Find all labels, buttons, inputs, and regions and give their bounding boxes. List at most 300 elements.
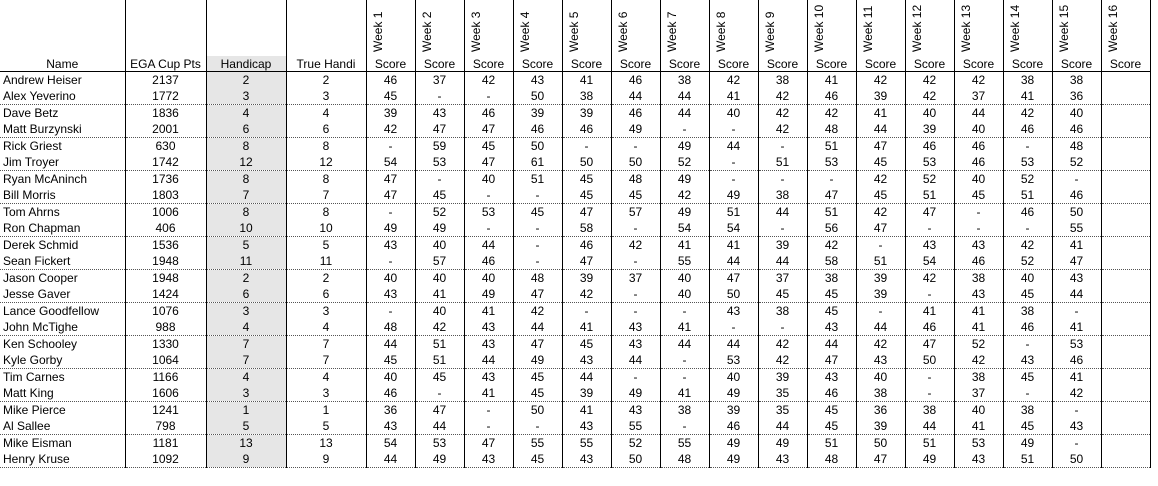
- true-handi-cell[interactable]: 8: [286, 171, 366, 188]
- score-cell[interactable]: 41: [807, 72, 856, 89]
- ega-cup-pts-cell[interactable]: 1241: [125, 402, 206, 419]
- score-cell[interactable]: 38: [1003, 402, 1052, 419]
- score-cell[interactable]: 52: [1003, 171, 1052, 188]
- score-cell[interactable]: 51: [1003, 187, 1052, 204]
- score-cell[interactable]: -: [1003, 220, 1052, 237]
- score-cell[interactable]: 44: [954, 105, 1003, 122]
- score-cell[interactable]: 44: [660, 88, 709, 105]
- score-cell[interactable]: -: [709, 319, 758, 336]
- score-cell[interactable]: 42: [905, 88, 954, 105]
- score-cell[interactable]: 45: [807, 303, 856, 320]
- score-cell[interactable]: -: [660, 418, 709, 435]
- ega-cup-pts-cell[interactable]: 1424: [125, 286, 206, 303]
- true-handi-cell[interactable]: 7: [286, 336, 366, 353]
- score-cell[interactable]: -: [807, 171, 856, 188]
- true-handi-cell[interactable]: 7: [286, 187, 366, 204]
- week-header[interactable]: [954, 0, 1003, 56]
- score-cell[interactable]: 51: [709, 204, 758, 221]
- score-cell[interactable]: 37: [954, 385, 1003, 402]
- score-cell[interactable]: -: [415, 385, 464, 402]
- handicap-cell[interactable]: 2: [206, 72, 286, 89]
- score-header[interactable]: Score: [1052, 56, 1101, 72]
- score-cell[interactable]: [1101, 220, 1150, 237]
- ega-cup-pts-cell[interactable]: 1092: [125, 451, 206, 468]
- player-name-cell[interactable]: Sean Fickert: [0, 253, 125, 270]
- score-cell[interactable]: 45: [415, 369, 464, 386]
- score-cell[interactable]: 39: [709, 402, 758, 419]
- score-cell[interactable]: 47: [807, 352, 856, 369]
- score-cell[interactable]: 50: [709, 286, 758, 303]
- player-name-cell[interactable]: Tim Carnes: [0, 369, 125, 386]
- score-cell[interactable]: 59: [415, 138, 464, 155]
- score-cell[interactable]: 38: [1003, 303, 1052, 320]
- score-cell[interactable]: 43: [415, 105, 464, 122]
- score-cell[interactable]: [1101, 88, 1150, 105]
- score-cell[interactable]: 44: [366, 336, 415, 353]
- score-cell[interactable]: 52: [660, 154, 709, 171]
- score-cell[interactable]: 38: [758, 303, 807, 320]
- ega-cup-pts-cell[interactable]: 1606: [125, 385, 206, 402]
- score-cell[interactable]: 54: [366, 154, 415, 171]
- player-name-cell[interactable]: Lance Goodfellow: [0, 303, 125, 320]
- score-cell[interactable]: 38: [1003, 72, 1052, 89]
- score-cell[interactable]: -: [1003, 385, 1052, 402]
- score-cell[interactable]: 52: [954, 336, 1003, 353]
- score-cell[interactable]: 46: [513, 121, 562, 138]
- score-cell[interactable]: 39: [562, 385, 611, 402]
- true-handi-cell[interactable]: 3: [286, 303, 366, 320]
- score-cell[interactable]: 49: [366, 220, 415, 237]
- score-cell[interactable]: 42: [415, 319, 464, 336]
- true-handi-cell[interactable]: 6: [286, 286, 366, 303]
- score-cell[interactable]: 43: [464, 319, 513, 336]
- score-cell[interactable]: 37: [415, 72, 464, 89]
- score-cell[interactable]: 49: [1003, 435, 1052, 452]
- week-header[interactable]: [1101, 0, 1150, 56]
- score-cell[interactable]: 44: [856, 319, 905, 336]
- score-cell[interactable]: 45: [366, 88, 415, 105]
- score-cell[interactable]: 41: [1003, 88, 1052, 105]
- score-cell[interactable]: 44: [856, 121, 905, 138]
- ega-cup-pts-cell[interactable]: 1181: [125, 435, 206, 452]
- score-cell[interactable]: 47: [905, 204, 954, 221]
- score-cell[interactable]: 35: [758, 385, 807, 402]
- score-cell[interactable]: 43: [464, 369, 513, 386]
- score-cell[interactable]: 44: [758, 253, 807, 270]
- score-cell[interactable]: 45: [464, 138, 513, 155]
- score-cell[interactable]: -: [1052, 303, 1101, 320]
- score-cell[interactable]: 42: [758, 336, 807, 353]
- score-cell[interactable]: 48: [807, 121, 856, 138]
- score-cell[interactable]: [1101, 253, 1150, 270]
- score-cell[interactable]: 40: [1003, 270, 1052, 287]
- score-cell[interactable]: 50: [513, 138, 562, 155]
- score-header[interactable]: Score: [415, 56, 464, 72]
- score-cell[interactable]: 42: [562, 286, 611, 303]
- score-cell[interactable]: 45: [1003, 418, 1052, 435]
- week-header[interactable]: [415, 0, 464, 56]
- handicap-cell[interactable]: 6: [206, 286, 286, 303]
- score-cell[interactable]: 42: [1052, 385, 1101, 402]
- score-cell[interactable]: 49: [415, 220, 464, 237]
- true-handi-cell[interactable]: 5: [286, 237, 366, 254]
- handicap-cell[interactable]: 2: [206, 270, 286, 287]
- player-name-cell[interactable]: Ken Schooley: [0, 336, 125, 353]
- score-cell[interactable]: -: [562, 138, 611, 155]
- score-cell[interactable]: 40: [954, 402, 1003, 419]
- handicap-cell[interactable]: 8: [206, 138, 286, 155]
- score-cell[interactable]: 42: [856, 204, 905, 221]
- score-cell[interactable]: 51: [415, 352, 464, 369]
- score-cell[interactable]: 51: [1003, 451, 1052, 468]
- score-cell[interactable]: -: [611, 369, 660, 386]
- score-cell[interactable]: 58: [807, 253, 856, 270]
- score-cell[interactable]: 44: [415, 418, 464, 435]
- score-cell[interactable]: 45: [513, 451, 562, 468]
- handicap-header[interactable]: Handicap: [206, 56, 286, 72]
- score-cell[interactable]: 45: [856, 154, 905, 171]
- ega-cup-pts-cell[interactable]: 1948: [125, 270, 206, 287]
- true-handi-cell[interactable]: 4: [286, 105, 366, 122]
- score-cell[interactable]: -: [1003, 336, 1052, 353]
- true-handi-cell[interactable]: 1: [286, 402, 366, 419]
- player-name-cell[interactable]: Jim Troyer: [0, 154, 125, 171]
- player-name-cell[interactable]: John McTighe: [0, 319, 125, 336]
- score-cell[interactable]: 45: [562, 171, 611, 188]
- score-cell[interactable]: 43: [905, 237, 954, 254]
- score-cell[interactable]: -: [905, 369, 954, 386]
- score-cell[interactable]: 42: [807, 105, 856, 122]
- score-cell[interactable]: 47: [856, 220, 905, 237]
- score-cell[interactable]: [1101, 204, 1150, 221]
- score-cell[interactable]: -: [1052, 435, 1101, 452]
- score-cell[interactable]: 47: [366, 187, 415, 204]
- score-header[interactable]: Score: [856, 56, 905, 72]
- score-cell[interactable]: 39: [758, 369, 807, 386]
- score-cell[interactable]: 45: [415, 187, 464, 204]
- score-cell[interactable]: [1101, 121, 1150, 138]
- score-cell[interactable]: 45: [513, 204, 562, 221]
- score-cell[interactable]: -: [513, 237, 562, 254]
- player-name-cell[interactable]: Jason Cooper: [0, 270, 125, 287]
- score-cell[interactable]: 45: [1003, 286, 1052, 303]
- score-cell[interactable]: 38: [660, 72, 709, 89]
- true-handi-cell[interactable]: 13: [286, 435, 366, 452]
- score-cell[interactable]: 41: [905, 303, 954, 320]
- score-cell[interactable]: 39: [513, 105, 562, 122]
- score-header[interactable]: Score: [807, 56, 856, 72]
- score-cell[interactable]: 47: [856, 138, 905, 155]
- score-cell[interactable]: 55: [1052, 220, 1101, 237]
- score-cell[interactable]: 47: [513, 286, 562, 303]
- score-cell[interactable]: 41: [709, 237, 758, 254]
- score-cell[interactable]: [1101, 319, 1150, 336]
- score-cell[interactable]: 45: [366, 352, 415, 369]
- score-cell[interactable]: -: [611, 220, 660, 237]
- player-name-cell[interactable]: Rick Griest: [0, 138, 125, 155]
- score-cell[interactable]: 40: [905, 105, 954, 122]
- score-cell[interactable]: -: [1003, 138, 1052, 155]
- score-cell[interactable]: [1101, 418, 1150, 435]
- score-cell[interactable]: 41: [1052, 369, 1101, 386]
- score-cell[interactable]: 43: [856, 352, 905, 369]
- score-cell[interactable]: 44: [562, 369, 611, 386]
- handicap-cell[interactable]: 6: [206, 121, 286, 138]
- score-cell[interactable]: 46: [905, 138, 954, 155]
- score-cell[interactable]: 47: [856, 451, 905, 468]
- ega-cup-pts-cell[interactable]: 1742: [125, 154, 206, 171]
- score-cell[interactable]: 42: [758, 352, 807, 369]
- true-handi-cell[interactable]: 2: [286, 270, 366, 287]
- handicap-cell[interactable]: 9: [206, 451, 286, 468]
- score-cell[interactable]: 61: [513, 154, 562, 171]
- score-cell[interactable]: 49: [611, 385, 660, 402]
- score-cell[interactable]: 41: [660, 385, 709, 402]
- score-cell[interactable]: 38: [562, 88, 611, 105]
- score-cell[interactable]: 48: [1052, 138, 1101, 155]
- score-cell[interactable]: 55: [611, 418, 660, 435]
- score-cell[interactable]: 44: [709, 138, 758, 155]
- handicap-cell[interactable]: 8: [206, 171, 286, 188]
- score-cell[interactable]: [1101, 187, 1150, 204]
- score-cell[interactable]: 40: [954, 121, 1003, 138]
- handicap-cell[interactable]: 7: [206, 336, 286, 353]
- score-cell[interactable]: -: [758, 171, 807, 188]
- score-cell[interactable]: 51: [856, 253, 905, 270]
- score-cell[interactable]: 43: [464, 336, 513, 353]
- score-cell[interactable]: 48: [513, 270, 562, 287]
- score-cell[interactable]: 43: [807, 319, 856, 336]
- score-cell[interactable]: -: [611, 138, 660, 155]
- score-header[interactable]: Score: [562, 56, 611, 72]
- score-cell[interactable]: [1101, 385, 1150, 402]
- score-cell[interactable]: 47: [1052, 253, 1101, 270]
- score-cell[interactable]: -: [513, 187, 562, 204]
- score-cell[interactable]: 37: [611, 270, 660, 287]
- score-cell[interactable]: -: [709, 121, 758, 138]
- score-cell[interactable]: 38: [660, 402, 709, 419]
- score-cell[interactable]: 42: [611, 237, 660, 254]
- true-handi-cell[interactable]: 12: [286, 154, 366, 171]
- score-cell[interactable]: 42: [856, 336, 905, 353]
- score-cell[interactable]: [1101, 237, 1150, 254]
- score-cell[interactable]: 40: [415, 237, 464, 254]
- week-header[interactable]: [758, 0, 807, 56]
- score-cell[interactable]: 53: [415, 154, 464, 171]
- player-name-cell[interactable]: Tom Ahrns: [0, 204, 125, 221]
- player-name-cell[interactable]: Kyle Gorby: [0, 352, 125, 369]
- score-cell[interactable]: 43: [1052, 418, 1101, 435]
- score-cell[interactable]: 38: [954, 270, 1003, 287]
- score-cell[interactable]: 40: [660, 270, 709, 287]
- score-cell[interactable]: -: [660, 303, 709, 320]
- player-name-cell[interactable]: Ryan McAninch: [0, 171, 125, 188]
- score-cell[interactable]: -: [464, 402, 513, 419]
- score-cell[interactable]: 49: [709, 435, 758, 452]
- score-cell[interactable]: 43: [709, 303, 758, 320]
- score-cell[interactable]: 39: [856, 88, 905, 105]
- score-cell[interactable]: 41: [709, 88, 758, 105]
- score-cell[interactable]: 55: [513, 435, 562, 452]
- score-cell[interactable]: 43: [954, 286, 1003, 303]
- score-cell[interactable]: 41: [856, 105, 905, 122]
- score-cell[interactable]: -: [513, 220, 562, 237]
- score-cell[interactable]: 50: [1052, 451, 1101, 468]
- score-cell[interactable]: [1101, 369, 1150, 386]
- score-cell[interactable]: 43: [611, 402, 660, 419]
- score-cell[interactable]: 43: [562, 352, 611, 369]
- score-cell[interactable]: 46: [464, 105, 513, 122]
- score-cell[interactable]: 42: [807, 237, 856, 254]
- score-cell[interactable]: -: [513, 418, 562, 435]
- ega-cup-pts-cell[interactable]: 1330: [125, 336, 206, 353]
- week-header[interactable]: [513, 0, 562, 56]
- score-cell[interactable]: -: [464, 220, 513, 237]
- handicap-cell[interactable]: 1: [206, 402, 286, 419]
- score-cell[interactable]: 43: [954, 451, 1003, 468]
- score-cell[interactable]: 41: [660, 319, 709, 336]
- score-cell[interactable]: 44: [611, 352, 660, 369]
- score-cell[interactable]: 46: [709, 418, 758, 435]
- score-cell[interactable]: 48: [807, 451, 856, 468]
- score-cell[interactable]: -: [856, 303, 905, 320]
- score-cell[interactable]: 55: [660, 253, 709, 270]
- score-cell[interactable]: 50: [562, 154, 611, 171]
- score-cell[interactable]: 46: [807, 88, 856, 105]
- score-cell[interactable]: 44: [758, 204, 807, 221]
- week-header[interactable]: [660, 0, 709, 56]
- ega-cup-pts-cell[interactable]: 1772: [125, 88, 206, 105]
- player-name-cell[interactable]: Alex Yeverino: [0, 88, 125, 105]
- score-header[interactable]: Score: [905, 56, 954, 72]
- score-cell[interactable]: 46: [464, 253, 513, 270]
- ega-cup-pts-cell[interactable]: 1166: [125, 369, 206, 386]
- score-cell[interactable]: 42: [709, 72, 758, 89]
- score-cell[interactable]: 39: [905, 121, 954, 138]
- score-cell[interactable]: -: [660, 369, 709, 386]
- score-header[interactable]: Score: [464, 56, 513, 72]
- score-cell[interactable]: 43: [464, 451, 513, 468]
- score-cell[interactable]: [1101, 286, 1150, 303]
- score-cell[interactable]: 37: [954, 88, 1003, 105]
- true-handi-cell[interactable]: 10: [286, 220, 366, 237]
- score-cell[interactable]: 40: [709, 369, 758, 386]
- score-cell[interactable]: 41: [954, 418, 1003, 435]
- player-name-cell[interactable]: Mike Pierce: [0, 402, 125, 419]
- player-name-cell[interactable]: Al Sallee: [0, 418, 125, 435]
- week-header[interactable]: [611, 0, 660, 56]
- score-cell[interactable]: 49: [660, 171, 709, 188]
- score-cell[interactable]: -: [562, 303, 611, 320]
- score-cell[interactable]: 40: [415, 270, 464, 287]
- score-cell[interactable]: 52: [415, 204, 464, 221]
- ega-cup-pts-cell[interactable]: 1836: [125, 105, 206, 122]
- score-cell[interactable]: 46: [562, 237, 611, 254]
- week-header[interactable]: [856, 0, 905, 56]
- handicap-cell[interactable]: 7: [206, 187, 286, 204]
- score-cell[interactable]: 36: [1052, 88, 1101, 105]
- ega-cup-pts-cell[interactable]: 1006: [125, 204, 206, 221]
- score-cell[interactable]: 46: [905, 319, 954, 336]
- score-cell[interactable]: 46: [1052, 352, 1101, 369]
- true-handi-cell[interactable]: 3: [286, 385, 366, 402]
- score-cell[interactable]: 46: [1052, 121, 1101, 138]
- handicap-cell[interactable]: 13: [206, 435, 286, 452]
- score-cell[interactable]: 53: [807, 154, 856, 171]
- score-cell[interactable]: 38: [1052, 72, 1101, 89]
- score-cell[interactable]: 44: [807, 336, 856, 353]
- score-cell[interactable]: -: [366, 138, 415, 155]
- score-cell[interactable]: 40: [660, 286, 709, 303]
- score-cell[interactable]: 44: [905, 418, 954, 435]
- score-cell[interactable]: -: [660, 352, 709, 369]
- score-cell[interactable]: -: [905, 385, 954, 402]
- score-cell[interactable]: 46: [1052, 187, 1101, 204]
- score-cell[interactable]: 43: [366, 286, 415, 303]
- score-cell[interactable]: 47: [464, 435, 513, 452]
- score-cell[interactable]: 47: [905, 336, 954, 353]
- score-cell[interactable]: 40: [366, 369, 415, 386]
- score-cell[interactable]: 51: [758, 154, 807, 171]
- true-handi-cell[interactable]: 4: [286, 369, 366, 386]
- score-cell[interactable]: [1101, 303, 1150, 320]
- score-cell[interactable]: -: [1052, 171, 1101, 188]
- score-cell[interactable]: 40: [464, 171, 513, 188]
- player-name-cell[interactable]: Ron Chapman: [0, 220, 125, 237]
- score-cell[interactable]: 47: [464, 154, 513, 171]
- score-cell[interactable]: 40: [464, 270, 513, 287]
- score-cell[interactable]: 49: [513, 352, 562, 369]
- score-cell[interactable]: 44: [709, 253, 758, 270]
- score-cell[interactable]: 44: [513, 319, 562, 336]
- score-cell[interactable]: 43: [807, 369, 856, 386]
- score-cell[interactable]: 41: [562, 72, 611, 89]
- score-cell[interactable]: 44: [464, 237, 513, 254]
- score-cell[interactable]: [1101, 451, 1150, 468]
- week-header[interactable]: [1052, 0, 1101, 56]
- score-cell[interactable]: 43: [1052, 270, 1101, 287]
- score-cell[interactable]: 47: [562, 253, 611, 270]
- score-cell[interactable]: [1101, 435, 1150, 452]
- score-cell[interactable]: 40: [1052, 105, 1101, 122]
- score-cell[interactable]: 48: [660, 451, 709, 468]
- player-name-cell[interactable]: Henry Kruse: [0, 451, 125, 468]
- score-cell[interactable]: 52: [1052, 154, 1101, 171]
- score-cell[interactable]: 51: [807, 138, 856, 155]
- ega-cup-pts-cell[interactable]: 1736: [125, 171, 206, 188]
- score-cell[interactable]: 46: [1003, 204, 1052, 221]
- score-cell[interactable]: 45: [611, 187, 660, 204]
- score-cell[interactable]: 46: [807, 385, 856, 402]
- score-cell[interactable]: 50: [513, 88, 562, 105]
- handicap-cell[interactable]: 8: [206, 204, 286, 221]
- score-cell[interactable]: -: [464, 187, 513, 204]
- score-cell[interactable]: -: [415, 171, 464, 188]
- score-cell[interactable]: 54: [905, 253, 954, 270]
- score-cell[interactable]: 53: [464, 204, 513, 221]
- score-cell[interactable]: 39: [366, 105, 415, 122]
- score-cell[interactable]: 53: [415, 435, 464, 452]
- score-cell[interactable]: -: [660, 121, 709, 138]
- ega-cup-pts-cell[interactable]: 2137: [125, 72, 206, 89]
- score-cell[interactable]: 46: [611, 72, 660, 89]
- score-cell[interactable]: 38: [905, 402, 954, 419]
- score-cell[interactable]: 49: [709, 187, 758, 204]
- score-cell[interactable]: -: [611, 253, 660, 270]
- player-name-cell[interactable]: Bill Morris: [0, 187, 125, 204]
- score-cell[interactable]: 41: [562, 402, 611, 419]
- score-cell[interactable]: 40: [366, 270, 415, 287]
